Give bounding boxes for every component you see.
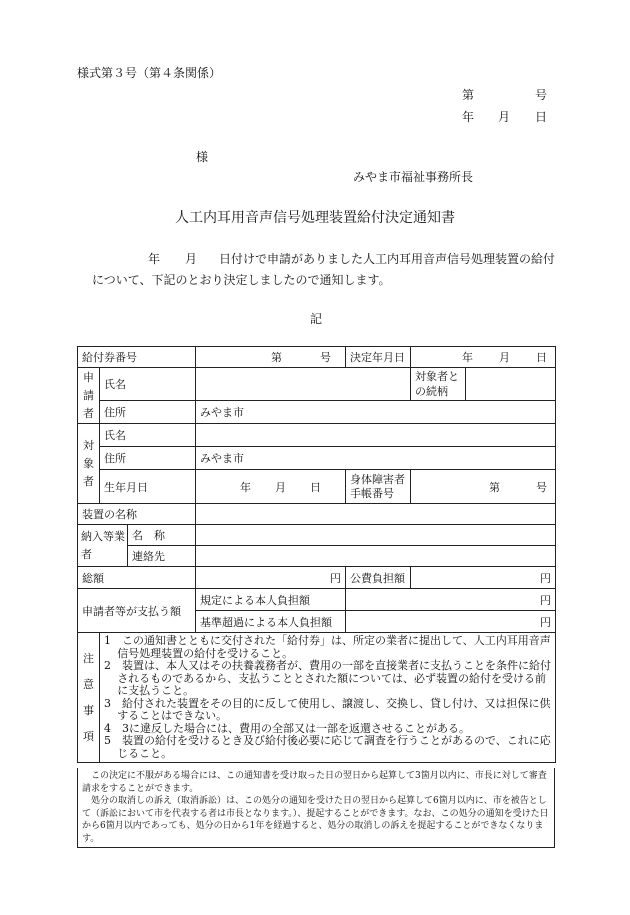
intro-line1: 日付けで申請がありました人工内耳用音声信号処理装置の給付	[219, 252, 556, 266]
applicant-name-field[interactable]	[196, 368, 411, 401]
subject-name-label: 氏名	[100, 424, 196, 447]
note-item: 1 この通知書とともに交付された「給付券」は、所定の業者に提出して、人工内耳用音声信号処理装置の給付を受けること。	[104, 634, 551, 660]
date-year-label: 年	[462, 110, 475, 124]
applicant-group-label: 申請者	[78, 368, 100, 424]
subject-group-label: 対象者	[78, 424, 100, 504]
public-burden-label: 公費負担額	[346, 567, 411, 589]
applicant-name-label: 氏名	[100, 368, 196, 401]
appeal-notice	[77, 768, 555, 848]
birthdate-field[interactable]	[196, 470, 346, 504]
doc-no-suffix: 号	[535, 88, 548, 102]
ticket-no-label: 給付券番号	[78, 347, 196, 368]
public-yen: 円	[540, 571, 552, 585]
note-item: 5 装置の給付を受けるとき及び給付後必要に応じて調査を行うことがあるので、これに応じること。	[104, 734, 551, 760]
date-month-label: 月	[498, 110, 511, 124]
decision-table	[77, 346, 556, 763]
regulated-burden-label: 規定による本人負担額	[196, 589, 346, 611]
total-label: 総額	[78, 567, 196, 589]
regulated-burden-field[interactable]	[346, 589, 556, 611]
decision-nen: 年	[462, 351, 474, 364]
note-item: 2 装置は、本人又はその扶養義務者が、費用の一部を直接業者に支払うことを条件に給付されるものであるから、支払うこととされた額については、必ず装置の給付を受ける前に支払うこと。	[104, 659, 551, 697]
vendor-group-label: 納入等業者	[78, 525, 128, 567]
decision-tsuki: 月	[499, 351, 511, 364]
intro-line2: について、下記のとおり決定しましたので通知します。	[92, 273, 391, 287]
birth-hi: 日	[310, 480, 322, 494]
appeal-paragraph: この決定に不服がある場合には、この通知書を受け取った日の翌日から起算して3箇月以内に、市長に対して審査請求をすることができます。	[82, 771, 547, 794]
date-day-label: 日	[535, 110, 548, 124]
doc-no-prefix: 第	[462, 88, 475, 102]
applicant-address-label: 住所	[100, 401, 196, 424]
device-name-label: 装置の名称	[78, 504, 196, 525]
note-item: 4 3に違反した場合には、費用の全部又は一部を返還させることがある。	[104, 721, 470, 735]
relation-field[interactable]	[466, 368, 556, 401]
vendor-contact-label: 連絡先	[128, 546, 196, 567]
decision-date-label: 決定年月日	[346, 347, 411, 368]
total-yen: 円	[330, 571, 342, 585]
note-item: 3 給付された装置をその目的に反して使用し、譲渡し、交換し、貸し付け、又は担保に供することはできない。	[104, 696, 551, 722]
total-field[interactable]	[196, 567, 346, 589]
vendor-name-field[interactable]	[196, 525, 556, 546]
cert-go: 号	[536, 480, 548, 494]
relation-label: 対象者との続柄	[411, 368, 466, 401]
disability-cert-label: 身体障害者 手帳番号	[346, 470, 411, 504]
applicant-address-field[interactable]: みやま市	[196, 401, 556, 424]
page-title: 人工内耳用音声信号処理装置給付決定通知書	[175, 210, 455, 226]
ticket-no-field[interactable]	[196, 347, 346, 368]
intro-year: 年	[148, 252, 161, 266]
decision-date-field[interactable]	[411, 347, 556, 368]
regulated-yen: 円	[540, 593, 552, 607]
applicant-pay-label: 申請者等が支払う額	[78, 589, 196, 633]
decision-hi: 日	[536, 351, 548, 364]
vendor-name-label: 名 称	[128, 525, 196, 546]
addressee-suffix: 様	[196, 150, 209, 164]
ticket-go: 号	[320, 351, 332, 364]
subject-address-field[interactable]: みやま市	[196, 447, 556, 470]
form-number: 様式第３号（第４条関係）	[77, 66, 222, 80]
excess-yen: 円	[540, 615, 552, 629]
excess-burden-label: 基準超過による本人負担額	[196, 611, 346, 633]
subject-name-field[interactable]	[196, 424, 556, 447]
appeal-paragraph: 処分の取消しの訴え（取消訴訟）は、この処分の通知を受けた日の翌日から起算して6箇月以内に、市を被告として（訴訟において市を代表する者は市長となります。）、提起することができます。なお、この処分の通知を受けた日から6箇月以内であっても、処分の日から1年を経過すると、処分の取消しの訴えを提起することができなくなります。	[82, 796, 549, 844]
notes-group-label: 注意事項	[78, 633, 100, 763]
vendor-contact-field[interactable]	[196, 546, 556, 567]
subject-address-label: 住所	[100, 447, 196, 470]
ticket-dai: 第	[271, 351, 283, 364]
disability-cert-field[interactable]	[411, 470, 556, 504]
birth-tsuki: 月	[275, 480, 287, 494]
excess-burden-field[interactable]	[346, 611, 556, 633]
cert-dai: 第	[489, 480, 501, 494]
intro-month: 月	[185, 252, 198, 266]
birthdate-label: 生年月日	[100, 470, 196, 504]
ki-heading: 記	[310, 312, 323, 326]
birth-nen: 年	[240, 480, 252, 494]
public-burden-field[interactable]	[411, 567, 556, 589]
notes-list	[100, 633, 556, 763]
device-name-field[interactable]	[196, 504, 556, 525]
ticket-row	[78, 347, 556, 368]
issuer: みやま市福祉事務所長	[353, 170, 474, 184]
